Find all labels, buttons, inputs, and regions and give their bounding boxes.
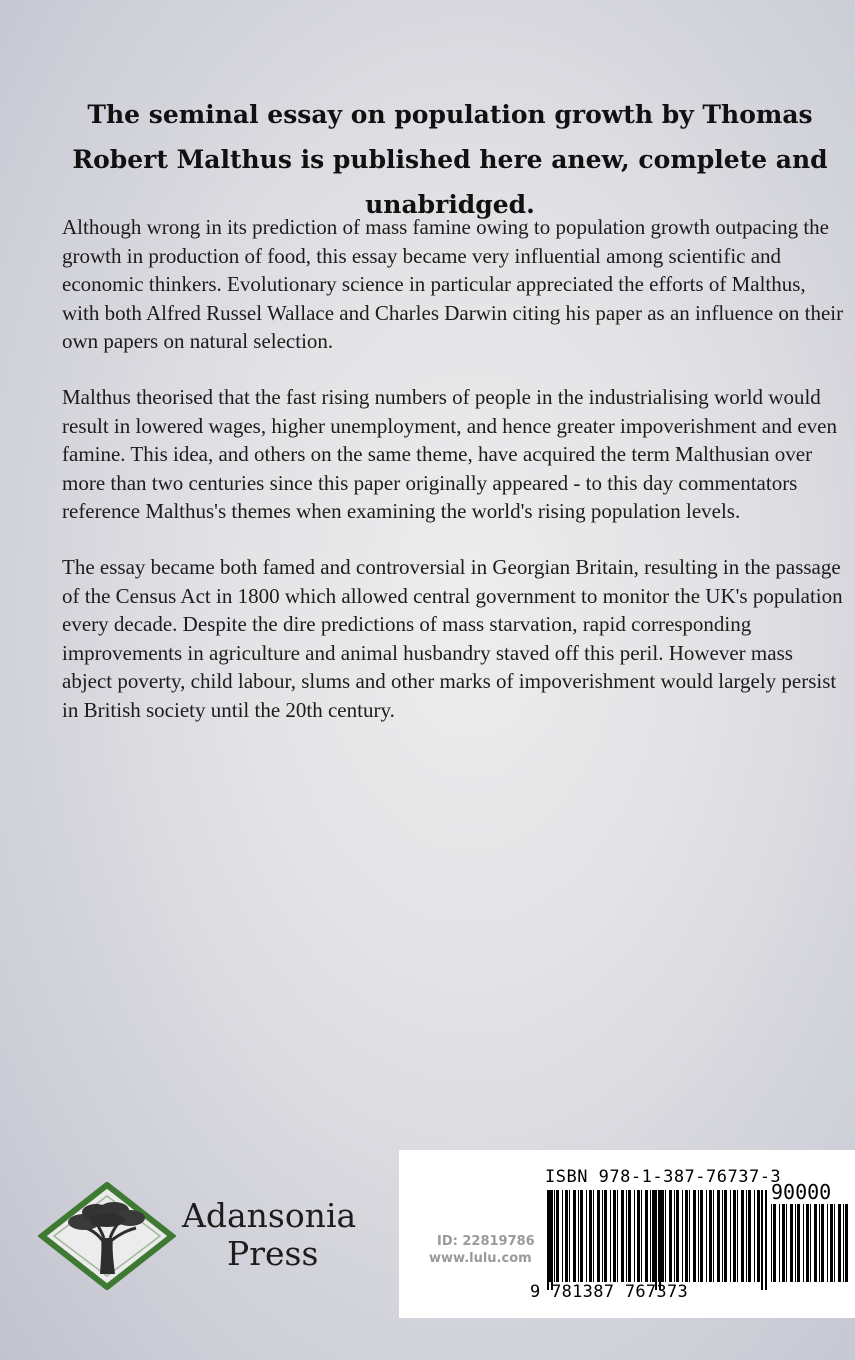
isbn-label: ISBN 978-1-387-76737-3: [545, 1167, 782, 1187]
baobab-tree-icon: [38, 1182, 176, 1290]
paragraph-1: Although wrong in its prediction of mass famine owing to population growth outpacing the growth in production of food, this essay became very influential among scientific and economic thinkers. Evolutionary science in particular appreciated the efforts of Malthus, with both Alfred Russel Wallace and Charles Darwin citing his paper as an influence on their own papers on natural selection.: [62, 215, 844, 354]
publisher-name-line2: Press: [227, 1234, 319, 1273]
barcode-panel: [399, 1150, 855, 1318]
headline: The seminal essay on population growth by Thomas Robert Malthus is published here anew, complete and unabridged.: [72, 100, 828, 219]
paragraph-3: The essay became both famed and controversial in Georgian Britain, resulting in the passage of the Census Act in 1800 which allowed central government to monitor the UK's population every decade. Despite the dire predictions of mass starvation, rapid corresponding improvements in agriculture and animal husbandry staved off this peril. However mass abject poverty, child labour, slums and other marks of impoverishment would largely persist in British society until the 20th century.: [62, 554, 843, 722]
paragraph-2: Malthus theorised that the fast rising numbers of people in the industrialising world would result in lowered wages, higher unemployment, and hence greater impoverishment and even famine. This idea, and others on the same theme, have acquired the term Malthusian over more than two centuries since this paper originally appeared - to this day commentators reference Malthus's themes when examining the world's rising population levels.: [62, 384, 837, 524]
lulu-url: www.lulu.com: [429, 1251, 532, 1266]
publisher-name-line1: Adansonia: [182, 1196, 357, 1235]
lulu-id: ID: 22819786: [437, 1234, 535, 1249]
publisher-logo: [38, 1182, 368, 1290]
barcode-digits: 9 781387 767373: [530, 1282, 689, 1302]
price-code: 90000: [771, 1180, 832, 1204]
description: [62, 213, 844, 752]
